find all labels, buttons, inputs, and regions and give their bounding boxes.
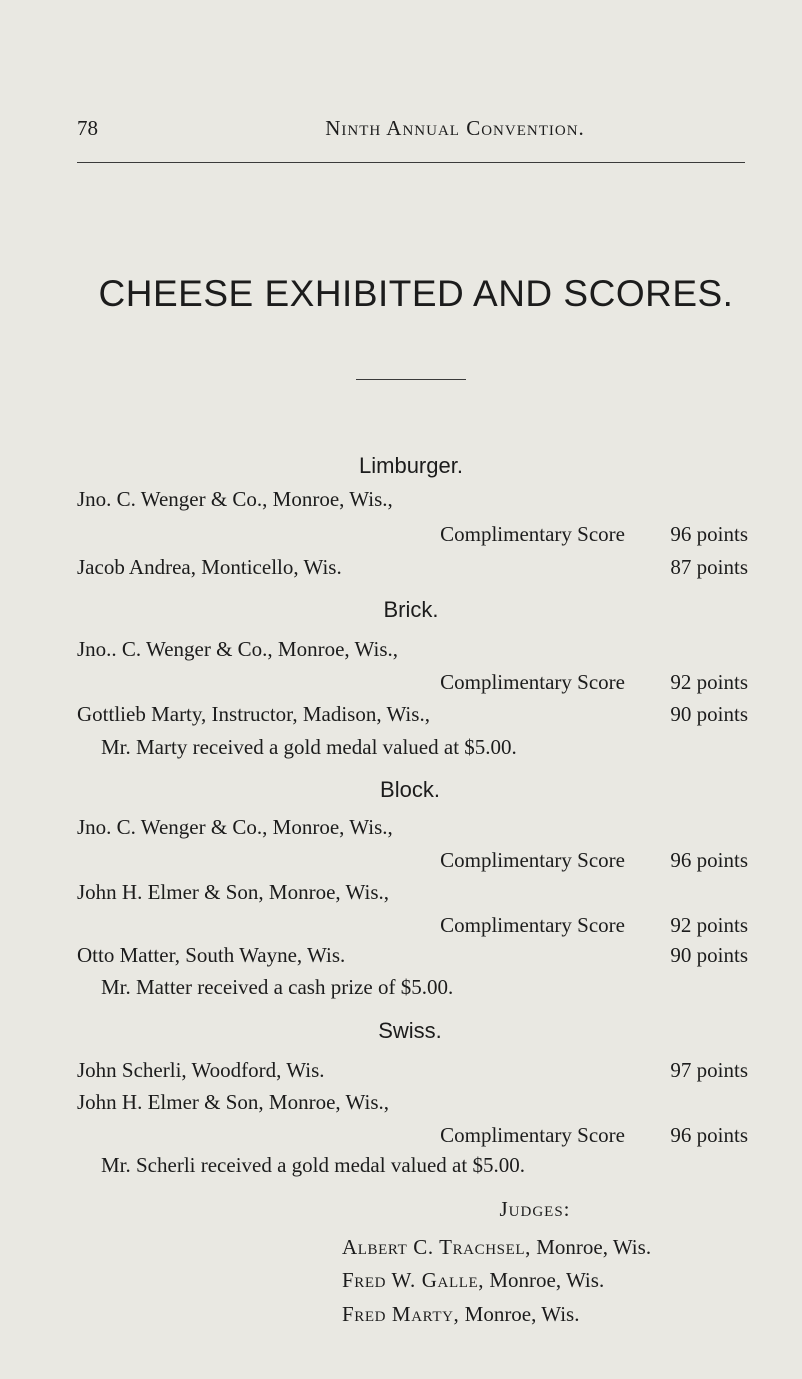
page-title: CHEESE EXHIBITED AND SCORES. bbox=[98, 273, 734, 314]
running-title: Ninth Annual Convention. bbox=[325, 116, 585, 140]
entry-note: Complimentary Score bbox=[440, 522, 625, 546]
section-heading-swiss: Swiss. bbox=[378, 1018, 442, 1043]
judge-place: Monroe, Wis. bbox=[536, 1235, 652, 1259]
entry-exhibitor: Jno.. C. Wenger & Co., Monroe, Wis., bbox=[77, 637, 399, 661]
entry-points: 92 points bbox=[670, 670, 748, 694]
entry-points: 87 points bbox=[670, 555, 748, 579]
judge-place: Monroe, Wis. bbox=[464, 1302, 580, 1326]
award-remark: Mr. Marty received a gold medal valued at $5.00. bbox=[101, 735, 517, 759]
entry-exhibitor: John H. Elmer & Son, Monroe, Wis., bbox=[77, 880, 390, 904]
entry-exhibitor: Jacob Andrea, Monticello, Wis. bbox=[77, 555, 342, 579]
award-remark: Mr. Scherli received a gold medal valued at $5.00. bbox=[101, 1153, 525, 1177]
entry-points: 96 points bbox=[670, 1123, 748, 1147]
entry-note: Complimentary Score bbox=[440, 1123, 625, 1147]
judge-entry bbox=[342, 1235, 651, 1260]
entry-points: 96 points bbox=[670, 848, 748, 872]
entry-exhibitor: Gottlieb Marty, Instructor, Madison, Wis., bbox=[77, 702, 430, 726]
judge-place: Monroe, Wis. bbox=[489, 1268, 605, 1292]
entry-exhibitor: Otto Matter, South Wayne, Wis. bbox=[77, 943, 346, 967]
judges-heading: Judges: bbox=[499, 1197, 571, 1221]
entry-exhibitor: John Scherli, Woodford, Wis. bbox=[77, 1058, 325, 1082]
title-divider bbox=[356, 379, 466, 380]
entry-points: 90 points bbox=[670, 702, 748, 726]
judge-name: Fred W. Galle, bbox=[342, 1268, 485, 1292]
judge-name: Fred Marty, bbox=[342, 1302, 460, 1326]
entry-note: Complimentary Score bbox=[440, 913, 625, 937]
entry-points: 92 points bbox=[670, 913, 748, 937]
page-number: 78 bbox=[77, 116, 98, 140]
judge-entry bbox=[342, 1268, 604, 1293]
section-heading-limburger: Limburger. bbox=[359, 453, 463, 478]
section-heading-brick: Brick. bbox=[383, 597, 439, 622]
section-heading-block: Block. bbox=[380, 777, 440, 802]
entry-exhibitor: Jno. C. Wenger & Co., Monroe, Wis., bbox=[77, 815, 393, 839]
header-rule bbox=[77, 162, 745, 163]
entry-note: Complimentary Score bbox=[440, 848, 625, 872]
award-remark: Mr. Matter received a cash prize of $5.00. bbox=[101, 975, 454, 999]
judge-name: Albert C. Trachsel, bbox=[342, 1235, 531, 1259]
judge-entry bbox=[342, 1302, 579, 1327]
entry-note: Complimentary Score bbox=[440, 670, 625, 694]
entry-points: 90 points bbox=[670, 943, 748, 967]
entry-exhibitor: Jno. C. Wenger & Co., Monroe, Wis., bbox=[77, 487, 393, 511]
entry-exhibitor: John H. Elmer & Son, Monroe, Wis., bbox=[77, 1090, 390, 1114]
entry-points: 96 points bbox=[670, 522, 748, 546]
entry-points: 97 points bbox=[670, 1058, 748, 1082]
